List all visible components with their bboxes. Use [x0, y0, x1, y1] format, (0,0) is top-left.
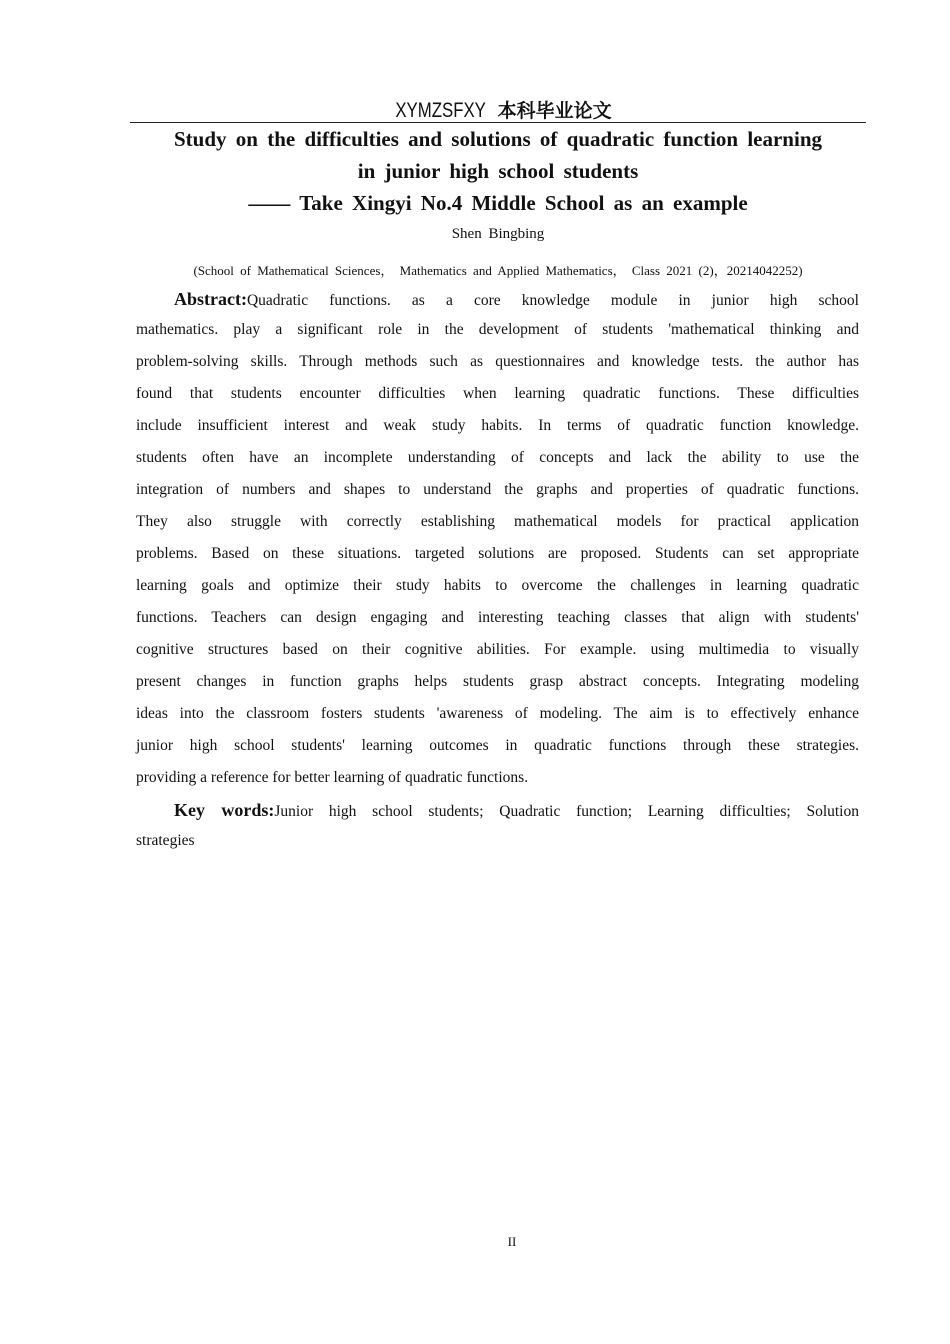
- abstract-text: problems. Based on these situations. targeted solutions are proposed. Students can set appropriate: [136, 545, 859, 562]
- abstract-line: [136, 513, 859, 533]
- keywords-text: Junior high school students; Quadratic function; Learning difficulties; Solution: [274, 803, 859, 820]
- header-code: XYMZSFXY: [395, 99, 487, 122]
- abstract-text: They also struggle with correctly establishing mathematical models for practical application: [136, 513, 859, 530]
- abstract-line: [136, 737, 859, 757]
- abstract-text: present changes in function graphs helps students grasp abstract concepts. Integrating modeling: [136, 673, 859, 690]
- page-number: II: [507, 1234, 517, 1249]
- abstract-line: [136, 673, 859, 693]
- abstract-line: [136, 545, 859, 565]
- abstract-text: include insufficient interest and weak study habits. In terms of quadratic function knowledge.: [136, 417, 859, 434]
- abstract-text: Quadratic functions. as a core knowledge module in junior high school: [246, 292, 859, 309]
- abstract-text: cognitive structures based on their cognitive abilities. For example. using multimedia to visually: [136, 641, 859, 658]
- abstract-line: [136, 705, 859, 725]
- abstract-line: [136, 353, 859, 373]
- abstract-text: learning goals and optimize their study habits to overcome the challenges in learning quadratic: [136, 577, 859, 594]
- abstract-line: [136, 289, 859, 309]
- abstract-line: [136, 769, 859, 789]
- abstract-text: problem-solving skills. Through methods such as questionnaires and knowledge tests. the author has: [136, 353, 859, 370]
- abstract-text: integration of numbers and shapes to understand the graphs and properties of quadratic functions.: [136, 481, 859, 498]
- author: Shen Bingbing: [451, 226, 545, 242]
- keywords-text: strategies: [136, 832, 195, 849]
- abstract-line: [136, 385, 859, 405]
- header-rule: [130, 122, 866, 123]
- subtitle: —— Take Xingyi No.4 Middle School as an example: [248, 191, 748, 215]
- header-chinese: 本科毕业论文: [497, 100, 612, 122]
- keywords-label: Key words:: [174, 800, 275, 820]
- keywords-line: [136, 800, 859, 820]
- title-line-1: Study on the difficulties and solutions of quadratic function learning: [173, 127, 822, 151]
- abstract-text: found that students encounter difficulties when learning quadratic functions. These difficulties: [136, 385, 859, 402]
- abstract-line: [136, 481, 859, 501]
- title-line-2: in junior high school students: [357, 159, 639, 183]
- abstract-line: [136, 641, 859, 661]
- keywords-line: [136, 832, 859, 852]
- abstract-line: [136, 449, 859, 469]
- abstract-text: ideas into the classroom fosters students 'awareness of modeling. The aim is to effectively enhance: [136, 705, 859, 722]
- abstract-line: [136, 609, 859, 629]
- abstract-text: functions. Teachers can design engaging and interesting teaching classes that align with students': [136, 609, 859, 626]
- abstract-text: students often have an incomplete understanding of concepts and lack the ability to use the: [136, 449, 859, 466]
- affiliation: (School of Mathematical Sciences， Mathematics and Applied Mathematics， Class 2021 (2)，20214042252): [193, 263, 803, 278]
- abstract-line: [136, 577, 859, 597]
- abstract-line: [136, 417, 859, 437]
- abstract-line: [136, 321, 859, 341]
- abstract-label: Abstract:: [174, 289, 247, 309]
- running-header: [130, 96, 866, 123]
- abstract-text: junior high school students' learning outcomes in quadratic functions through these strategies.: [136, 737, 859, 754]
- abstract-text: mathematics. play a significant role in the development of students 'mathematical thinking and: [136, 321, 859, 338]
- abstract-text: providing a reference for better learning of quadratic functions.: [136, 769, 529, 786]
